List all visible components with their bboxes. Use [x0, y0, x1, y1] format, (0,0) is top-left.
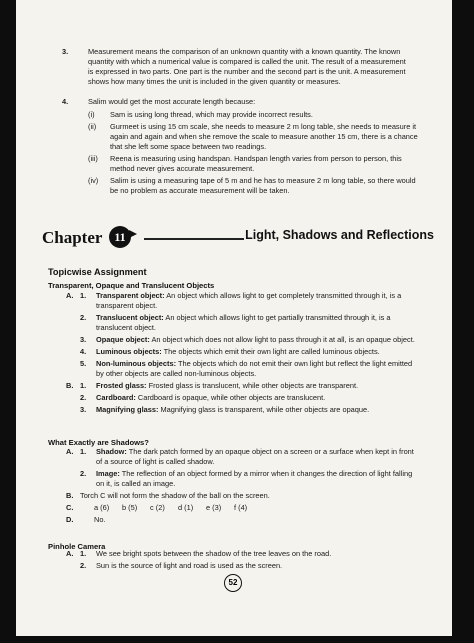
answer-shadow-b: B. Torch C will not form the shadow of the ball on the screen.	[66, 491, 270, 500]
item-3-text: Measurement means the comparison of an unknown quantity with a known quantity. The known quantity with which a numerical value is compared is called the unit. The result of a measurement is expressed in two parts. One part is the number and the second part is the unit. A measurement shows how many times the unit is included in the given quantity or measures.	[88, 47, 406, 86]
subitem-ii: (ii) Gurmeet is using 15 cm scale, she needs to measure 2 m long table, she needs to measure it again and again and when she remove the scale to measure another 15 cm, there is a chance that she left some space between two readings.	[88, 122, 418, 151]
section-heading-materials: Transparent, Opaque and Translucent Objects	[48, 281, 215, 290]
answer-a5: 5. Non-luminous objects: The objects which do not emit their own light but reflect the light emitted by other objects are called non-luminous objects.	[80, 359, 413, 378]
answer-b1: B. 1. Frosted glass: Frosted glass is translucent, while other objects are transparent.	[66, 381, 359, 390]
answer-a4: 4. Luminous objects: The objects which emit their own light are called luminous objects.	[80, 347, 380, 356]
shadows-answers	[66, 447, 446, 525]
section-heading-shadows: What Exactly are Shadows?	[48, 438, 149, 447]
answer-shadow-a2: 2. Image: The reflection of an object formed by a mirror when it changes the direction of light falling on it, is called an image.	[80, 469, 413, 488]
chapter-rule	[144, 238, 244, 240]
chapter-title: Light, Shadows and Reflections	[245, 228, 434, 242]
answer-pinhole-a1: A. 1. We see bright spots between the shadow of the tree leaves on the road.	[66, 549, 332, 558]
section-heading-pinhole: Pinhole Camera	[48, 542, 106, 551]
item-3-number: 3.	[62, 47, 69, 56]
subitem-iv: (iv) Salim is using a measuring tape of 5 m and he has to measure 2 m long table, so there would be no problem as accurate measurement will be taken.	[88, 176, 416, 195]
item-4-number: 4.	[62, 97, 69, 106]
answer-b3: 3. Magnifying glass: Magnifying glass is transparent, while other objects are opaque.	[80, 405, 370, 414]
answer-pinhole-a2: 2. Sun is the source of light and road is used as the screen.	[80, 561, 283, 570]
subitem-i: (i) Sam is using long thread, which may provide incorrect results.	[88, 110, 313, 119]
chapter-number-badge: 11	[109, 226, 131, 248]
assignment-heading: Topicwise Assignment	[48, 267, 147, 277]
answer-shadow-a1: A. 1. Shadow: The dark patch formed by an opaque object on a screen or a surface when kept in front of a source of light is called shadow.	[66, 447, 414, 466]
page-number: 52	[224, 574, 242, 592]
pinhole-answers	[66, 549, 446, 571]
answer-b2: 2. Cardboard: Cardboard is opaque, while other objects are translucent.	[80, 393, 326, 402]
answer-shadow-c: C. a (6) b (5) c (2) d (1) e (3) f (4)	[66, 503, 248, 512]
answer-shadow-d: D. No.	[66, 515, 106, 524]
badge-arrow-icon	[129, 230, 137, 238]
item-4-subitems	[88, 110, 448, 196]
subitem-iii: (iii) Reena is measuring using handspan. Handspan length varies from person to person, this method never gives accurate measurement.	[88, 154, 402, 173]
chapter-label: Chapter	[42, 228, 103, 247]
answer-a2: 2. Translucent object: An object which allows light to get partially transmitted through it, is a translucent object.	[80, 313, 391, 332]
answer-a1: A. 1. Transparent object: An object which allows light to get completely transmitted through it, is a transparent object.	[66, 291, 402, 310]
section-a-answers	[66, 291, 446, 415]
item-4-text: Salim would get the most accurate length because:	[88, 97, 256, 106]
book-page	[16, 0, 452, 636]
answer-a3: 3. Opaque object: An object which does not allow light to pass through it at all, is an opaque object.	[80, 335, 415, 344]
chapter-header	[16, 224, 452, 250]
